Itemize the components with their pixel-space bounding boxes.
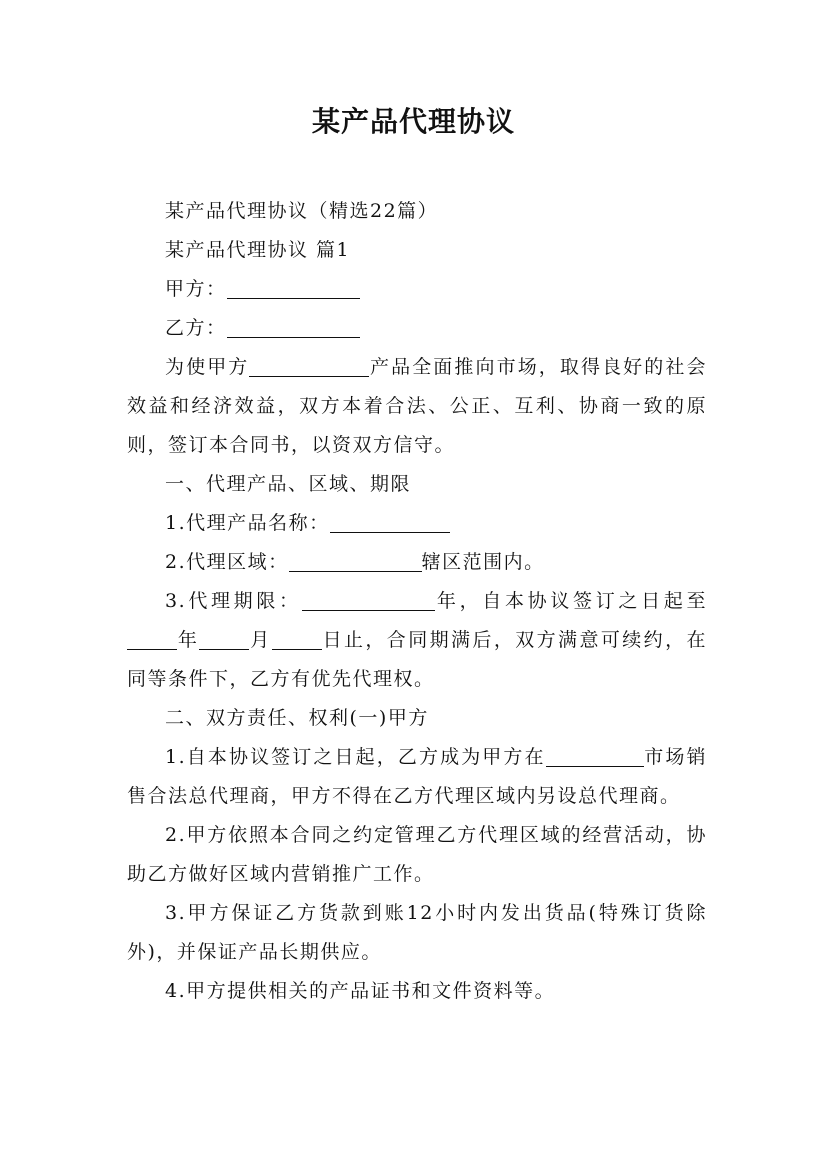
document-body [127,192,707,1011]
heading-text: 某产品代理协议 篇1 [165,239,351,261]
item-2-2-text: 2.甲方依照本合同之约定管理乙方代理区域的经营活动，协助乙方做好区域内营销推广工作。 [127,824,707,885]
party-b-blank [227,317,360,338]
party-a-label: 甲方： [165,278,227,300]
end-year-blank [127,629,177,650]
item-1-1-text: 1.代理产品名称： [165,512,330,534]
term-years-blank [302,590,435,611]
item-2-1-end: 市场销售合法总代理商，甲方不得在乙方代理区域内另设总代理商。 [127,746,707,807]
product-name-blank [330,512,450,533]
intro-blank [249,356,369,377]
item-1-3 [127,582,707,699]
item-2-3-text: 3.甲方保证乙方货款到账12小时内发出货品(特殊订货除外)，并保证产品长期供应。 [127,902,707,963]
intro-rest: 产品全面推向市场，取得良好的社会效益和经济效益，双方本着合法、公正、互利、协商一致的原则，签订本合同书，以资双方信守。 [127,356,707,456]
intro-start: 为使甲方 [165,356,250,378]
subtitle-text: 某产品代理协议（精选22篇） [165,200,439,222]
item-1-3-start: 3.代理期限： [165,590,302,612]
section-1-heading [127,465,707,504]
party-a-line [127,270,707,309]
party-b-line [127,309,707,348]
document-title: 某产品代理协议 [311,105,515,138]
item-1-3-year: 年 [177,629,200,651]
item-2-1 [127,738,707,816]
end-day-blank [272,629,322,650]
item-1-2-end: 辖区范围内。 [421,551,545,573]
end-month-blank [199,629,249,650]
item-2-4-text: 4.甲方提供相关的产品证书和文件资料等。 [165,980,556,1002]
item-1-3-month: 月 [249,629,272,651]
section-2-text: 二、双方责任、权利(一)甲方 [165,707,429,729]
market-blank [546,746,644,767]
item-1-2-start: 2.代理区域： [165,551,289,573]
item-2-1-start: 1.自本协议签订之日起，乙方成为甲方在 [165,746,546,768]
item-1-1 [127,504,707,543]
subtitle-paragraph [127,192,707,231]
item-1-3-mid: 年，自本协议签订之日起至 [434,590,707,612]
party-b-label: 乙方： [165,317,227,339]
item-2-2 [127,816,707,894]
region-blank [289,551,422,572]
section-2-heading [127,699,707,738]
item-1-2 [127,543,707,582]
item-1-3-end: 日止，合同期满后，双方满意可续约，在同等条件下，乙方有优先代理权。 [127,629,707,690]
heading-paragraph [127,231,707,270]
section-1-text: 一、代理产品、区域、期限 [165,473,412,495]
item-2-3 [127,894,707,972]
item-2-4 [127,972,707,1011]
intro-paragraph [127,348,707,465]
party-a-blank [227,278,360,299]
